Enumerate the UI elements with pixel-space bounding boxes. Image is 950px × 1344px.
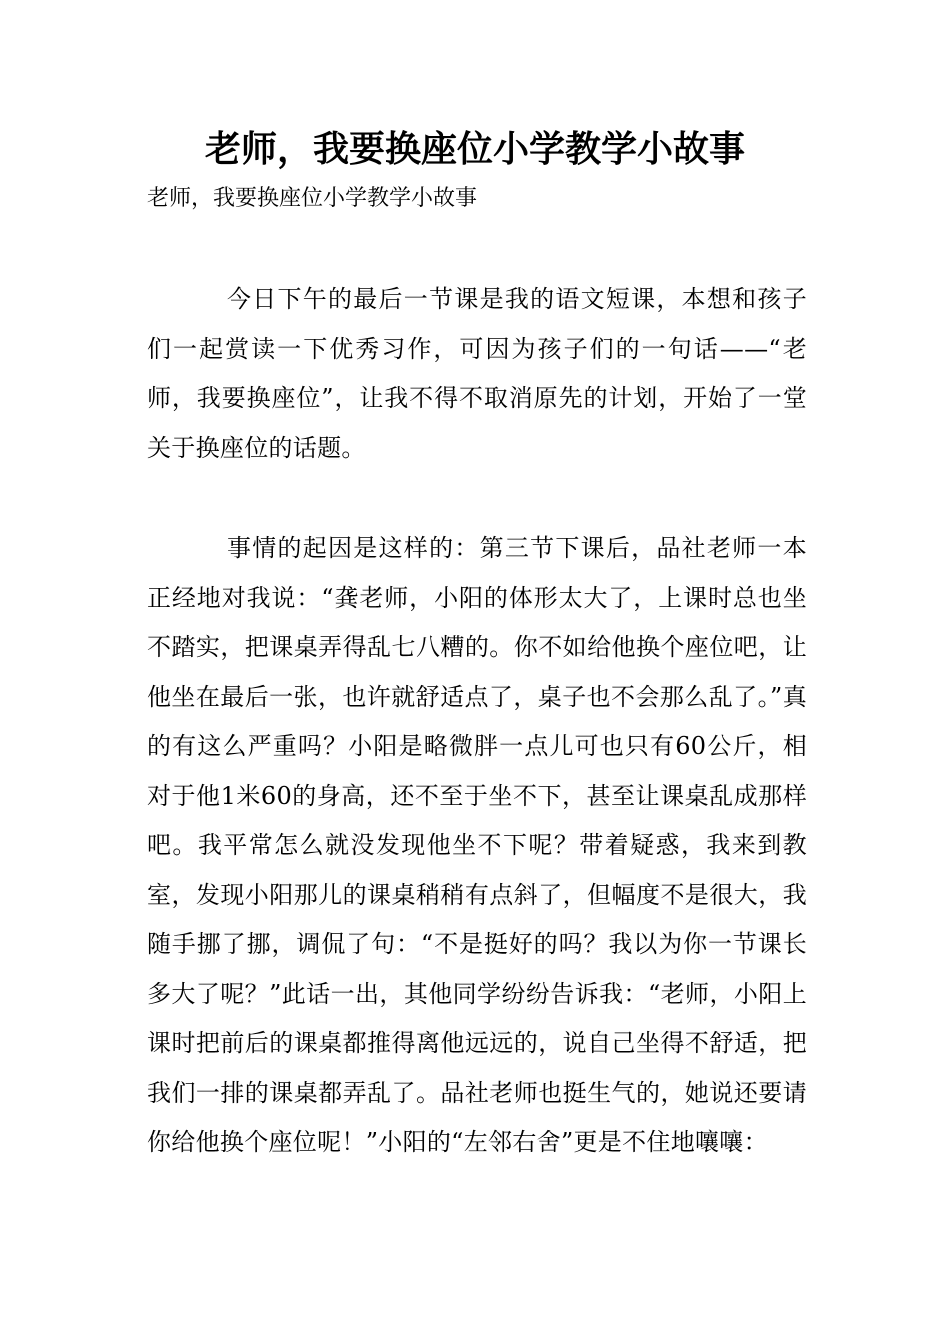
document-title: 老师，我要换座位小学教学小故事 [204,128,745,170]
paragraph-1: 今日下午的最后一节课是我的语文短课，本想和孩子们一起赏读一下优秀习作，可因为孩子们的一句话——“老师，我要换座位”，让我不得不取消原先的计划，开始了一堂关于换座位的话题。 [147,285,807,462]
document-subtitle: 老师，我要换座位小学教学小故事 [147,186,478,211]
paragraph-2: 事情的起因是这样的：第三节下课后，品社老师一本正经地对我说：“龚老师，小阳的体形太大了，上课时总也坐不踏实，把课桌弄得乱七八糟的。你不如给他换个座位吧，让他坐在最后一张，也许就舒适点了，桌子也不会那么乱了。”真的有这么严重吗？小阳是略微胖一点儿可也只有60公斤，相对于他1米60的身高，还不至于坐不下，甚至让课桌乱成那样吧。我平常怎么就没发现他坐不下呢？带着疑惑，我来到教室，发现小阳那儿的课桌稍稍有点斜了，但幅度不是很大，我随手挪了挪，调侃了句：“不是挺好的吗？我以为你一节课长多大了呢？”此话一出，其他同学纷纷告诉我：“老师，小阳上课时把前后的课桌都推得离他远远的，说自己坐得不舒适，把我们一排的课桌都弄乱了。品社老师也挺生气的，她说还要请你给他换个座位呢！”小阳的“左邻右舍”更是不住地嚷嚷： [147,534,807,1156]
